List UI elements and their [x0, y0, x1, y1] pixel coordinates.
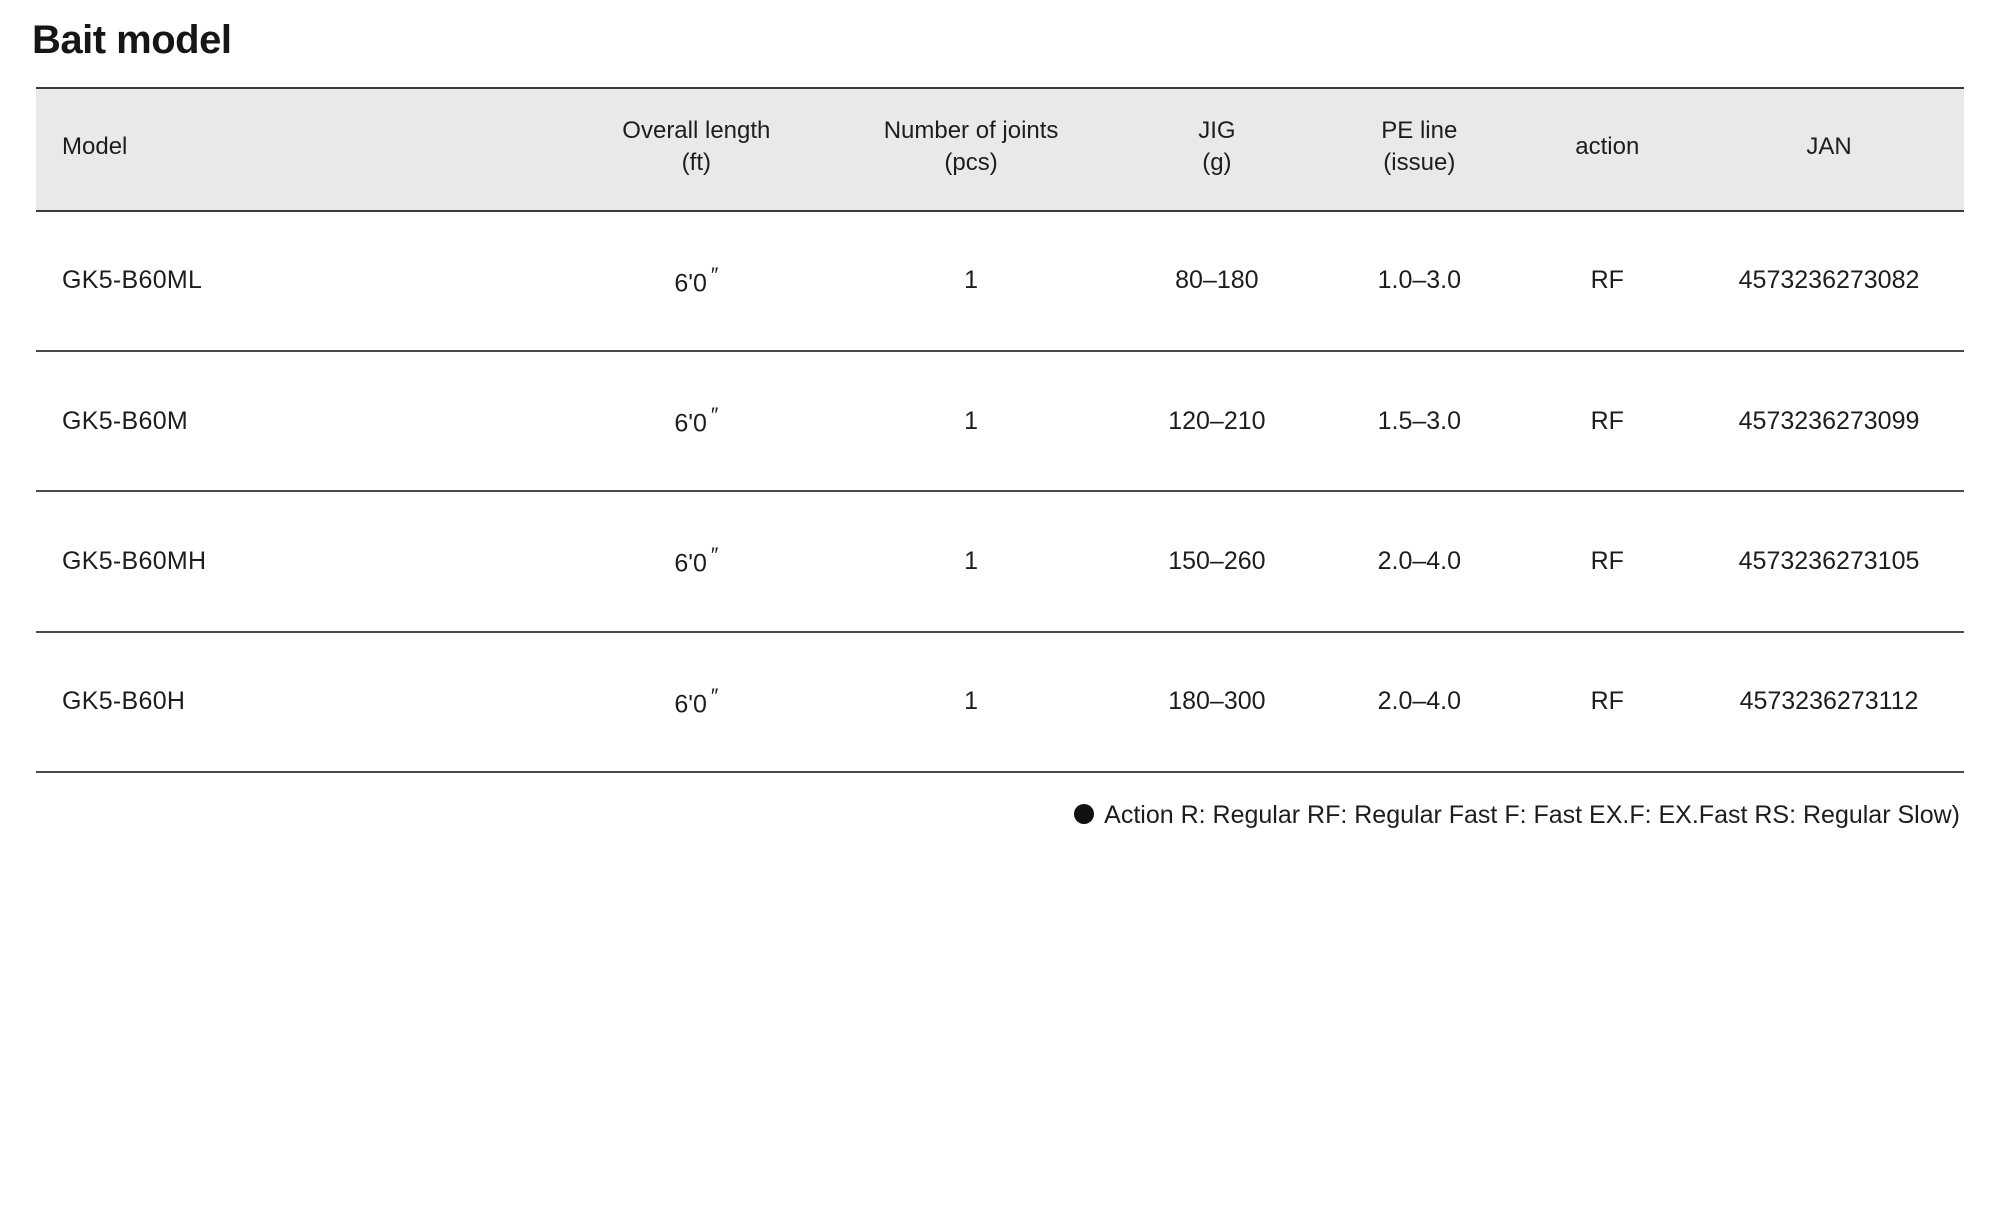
- cell-pe-line: 2.0–4.0: [1318, 491, 1520, 631]
- table-row: [36, 211, 1964, 351]
- column-header-number-of-joints-line1: Number of joints: [883, 117, 1059, 144]
- cell-joints: 1: [826, 351, 1115, 491]
- column-header-jig-line1: JIG: [1198, 117, 1236, 144]
- bullet-dot-icon: [1074, 804, 1094, 824]
- cell-jan: 4573236273112: [1694, 632, 1964, 772]
- inch-mark: ″: [710, 684, 719, 708]
- inch-mark: ″: [710, 544, 719, 568]
- cell-action: RF: [1521, 351, 1695, 491]
- column-header-action: [1521, 88, 1695, 211]
- cell-model: GK5-B60MH: [36, 491, 566, 631]
- cell-overall-length-value: 6'0: [674, 549, 707, 578]
- column-header-number-of-joints-line2: (pcs): [944, 149, 998, 177]
- cell-model: GK5-B60ML: [36, 211, 566, 351]
- table-header: [36, 88, 1964, 211]
- cell-joints: 1: [826, 632, 1115, 772]
- cell-overall-length: [566, 491, 826, 631]
- action-legend-text: Action R: Regular RF: Regular Fast F: Fast EX.F: EX.Fast RS: Regular Slow): [1104, 801, 1960, 830]
- column-header-action-line1: action: [1575, 133, 1640, 161]
- cell-overall-length: [566, 351, 826, 491]
- inch-mark: ″: [710, 404, 719, 428]
- cell-jig: 80–180: [1116, 211, 1318, 351]
- column-header-pe-line: [1318, 88, 1520, 211]
- cell-jig: 120–210: [1116, 351, 1318, 491]
- cell-overall-length: [566, 632, 826, 772]
- column-header-model-line1: Model: [62, 133, 128, 161]
- cell-action: RF: [1521, 211, 1695, 351]
- column-header-jig-line2: (g): [1202, 149, 1232, 177]
- table-row: [36, 491, 1964, 631]
- column-header-pe-line-line1: PE line: [1381, 117, 1458, 144]
- cell-model: GK5-B60H: [36, 632, 566, 772]
- spec-table-container: [36, 87, 1964, 773]
- table-row: [36, 632, 1964, 772]
- table-body: [36, 211, 1964, 772]
- action-legend: [0, 799, 1960, 832]
- cell-pe-line: 1.0–3.0: [1318, 211, 1520, 351]
- page-title: Bait model: [32, 18, 232, 62]
- cell-jan: 4573236273099: [1694, 351, 1964, 491]
- spec-sheet-page: [0, 18, 2000, 1228]
- cell-model: GK5-B60M: [36, 351, 566, 491]
- cell-jig: 180–300: [1116, 632, 1318, 772]
- column-header-overall-length-line2: (ft): [681, 149, 711, 177]
- cell-pe-line: 2.0–4.0: [1318, 632, 1520, 772]
- column-header-jan-line1: JAN: [1806, 133, 1852, 161]
- cell-overall-length-value: 6'0: [674, 409, 707, 438]
- cell-action: RF: [1521, 632, 1695, 772]
- table-row: [36, 351, 1964, 491]
- cell-overall-length-value: 6'0: [674, 690, 707, 719]
- cell-joints: 1: [826, 211, 1115, 351]
- column-header-jig: [1116, 88, 1318, 211]
- column-header-overall-length: [566, 88, 826, 211]
- cell-overall-length-value: 6'0: [674, 269, 707, 298]
- spec-table: [36, 87, 1964, 773]
- column-header-overall-length-line1: Overall length: [622, 117, 771, 144]
- cell-jan: 4573236273105: [1694, 491, 1964, 631]
- cell-action: RF: [1521, 491, 1695, 631]
- cell-jan: 4573236273082: [1694, 211, 1964, 351]
- cell-jig: 150–260: [1116, 491, 1318, 631]
- column-header-number-of-joints: [826, 88, 1115, 211]
- table-header-row: [36, 88, 1964, 211]
- column-header-pe-line-line2: (issue): [1383, 149, 1456, 177]
- cell-pe-line: 1.5–3.0: [1318, 351, 1520, 491]
- inch-mark: ″: [710, 263, 719, 287]
- column-header-jan: [1694, 88, 1964, 211]
- cell-overall-length: [566, 211, 826, 351]
- cell-joints: 1: [826, 491, 1115, 631]
- column-header-model: [36, 88, 566, 211]
